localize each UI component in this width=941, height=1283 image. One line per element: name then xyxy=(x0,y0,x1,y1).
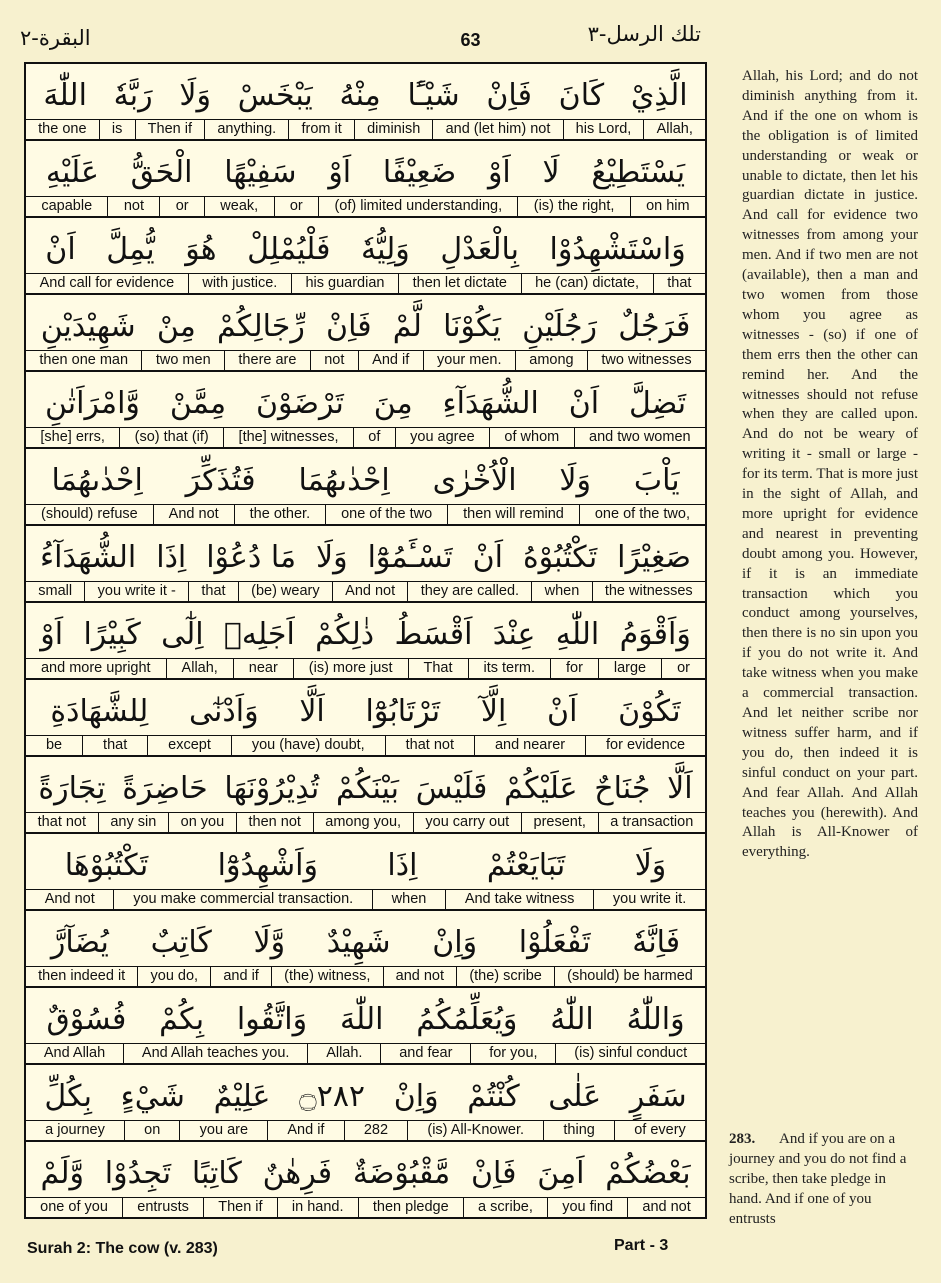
english-gloss-line xyxy=(26,350,705,370)
english-gloss: (should) refuse xyxy=(26,505,154,524)
english-gloss: you agree xyxy=(396,428,490,447)
english-gloss: then one man xyxy=(26,351,142,370)
english-gloss: present, xyxy=(522,813,599,832)
english-gloss: you write it - xyxy=(85,582,189,601)
arabic-word: يَبْخَسْ xyxy=(237,77,313,113)
english-gloss: And Allah teaches you. xyxy=(124,1044,308,1063)
arabic-word: يُضَآرَّ xyxy=(50,924,109,960)
arabic-line xyxy=(30,609,701,659)
english-gloss: (should) be harmed xyxy=(555,967,705,986)
verse-row xyxy=(26,64,705,141)
arabic-word: وَاَشْهِدُوْٓا xyxy=(217,847,318,883)
english-gloss-line xyxy=(26,273,705,293)
arabic-line xyxy=(30,70,701,120)
english-gloss-line xyxy=(26,196,705,216)
verse-row xyxy=(26,988,705,1065)
english-gloss: and not xyxy=(628,1198,705,1217)
verse-row xyxy=(26,218,705,295)
english-gloss: and not xyxy=(384,967,458,986)
arabic-word: فَاِنْ xyxy=(486,77,532,113)
english-gloss: there are xyxy=(225,351,311,370)
arabic-line xyxy=(30,378,701,428)
english-gloss: that not xyxy=(26,813,99,832)
english-gloss: then not xyxy=(237,813,314,832)
english-gloss: his guardian xyxy=(292,274,399,293)
arabic-word: تَكْتُبُوْهُ xyxy=(522,539,598,575)
arabic-word: بِكُلِّ xyxy=(44,1078,92,1114)
english-gloss: your men. xyxy=(424,351,516,370)
arabic-word: تَبَايَعْتُمْ xyxy=(486,847,566,883)
arabic-word: وَلَا xyxy=(316,539,348,575)
arabic-word: بَعْضُكُمْ xyxy=(605,1155,691,1191)
english-gloss: the other. xyxy=(235,505,326,524)
english-gloss: (the) scribe xyxy=(457,967,555,986)
english-gloss: then pledge xyxy=(359,1198,464,1217)
english-gloss: any sin xyxy=(99,813,169,832)
english-gloss: (is) the right, xyxy=(518,197,630,216)
arabic-word: شَهِيْدَيْنِ xyxy=(40,308,136,344)
arabic-word: مِنَ xyxy=(373,385,413,421)
english-gloss: (so) that (if) xyxy=(120,428,224,447)
english-gloss-line xyxy=(26,1120,705,1140)
arabic-word: لَا xyxy=(542,154,560,190)
arabic-word: فَرِهٰنٌ xyxy=(262,1155,333,1191)
english-gloss: then let dictate xyxy=(399,274,521,293)
arabic-line xyxy=(30,301,701,351)
arabic-word: كَاتِبًا xyxy=(191,1155,242,1191)
english-gloss: of whom xyxy=(490,428,575,447)
english-gloss: on xyxy=(125,1121,180,1140)
arabic-line xyxy=(30,147,701,197)
arabic-word: فَتُذَكِّرَ xyxy=(185,462,256,498)
arabic-word: وَلِيُّهٗ xyxy=(361,231,410,267)
english-gloss: be xyxy=(26,736,83,755)
arabic-word: اَلَّا xyxy=(667,770,693,806)
arabic-line xyxy=(30,532,701,582)
arabic-word: عِنْدَ xyxy=(492,616,536,652)
arabic-line xyxy=(30,224,701,274)
english-gloss: you write it. xyxy=(594,890,705,909)
arabic-word: وَاِنْ xyxy=(393,1078,439,1114)
arabic-word: عَلِيْمٌ xyxy=(213,1078,271,1114)
english-gloss: and two women xyxy=(575,428,705,447)
english-gloss: And not xyxy=(154,505,235,524)
arabic-line xyxy=(30,994,701,1044)
verse-row xyxy=(26,526,705,603)
english-gloss: of xyxy=(354,428,396,447)
english-gloss: anything. xyxy=(205,120,289,139)
english-gloss: a transaction xyxy=(599,813,705,832)
arabic-word: ذٰلِكُمْ xyxy=(315,616,375,652)
arabic-word: فَاِنْ xyxy=(326,308,372,344)
english-gloss-line xyxy=(26,889,705,909)
arabic-line xyxy=(30,763,701,813)
arabic-word: وَيُعَلِّمُكُمُ xyxy=(416,1001,518,1037)
english-gloss: And if xyxy=(359,351,424,370)
english-gloss: [she] errs, xyxy=(26,428,120,447)
english-gloss: you are xyxy=(180,1121,268,1140)
arabic-word: يَاْبَ xyxy=(633,462,680,498)
english-gloss: (of) limited understanding, xyxy=(319,197,518,216)
arabic-word: اَمِنَ xyxy=(537,1155,585,1191)
arabic-word: وَاِنْ xyxy=(432,924,478,960)
english-gloss: two men xyxy=(142,351,225,370)
english-gloss: except xyxy=(148,736,232,755)
arabic-word: فَاِنَّهٗ xyxy=(632,924,681,960)
verse-row xyxy=(26,1142,705,1217)
arabic-word: شَيْـًٔا xyxy=(407,77,460,113)
arabic-word: جُنَاحٌ xyxy=(594,770,651,806)
english-gloss-line xyxy=(26,1197,705,1217)
english-gloss: (is) sinful conduct xyxy=(556,1044,705,1063)
english-gloss: for xyxy=(551,659,599,678)
english-gloss: (is) more just xyxy=(294,659,409,678)
english-gloss: And take witness xyxy=(446,890,594,909)
arabic-word: الشُّهَدَآءِ xyxy=(442,385,539,421)
arabic-word: مَّقْبُوْضَةٌ xyxy=(352,1155,451,1191)
english-gloss: one of the two, xyxy=(580,505,705,524)
english-gloss: from it xyxy=(289,120,355,139)
english-gloss: and (let him) not xyxy=(433,120,563,139)
english-gloss: not xyxy=(311,351,359,370)
arabic-line xyxy=(30,686,701,736)
arabic-word: مِنْهُ xyxy=(339,77,381,113)
english-gloss: for you, xyxy=(471,1044,556,1063)
verse-row xyxy=(26,834,705,911)
english-gloss: And not xyxy=(333,582,409,601)
arabic-word: اِحْدٰىهُمَا xyxy=(298,462,390,498)
arabic-word: رِّجَالِكُمْ xyxy=(216,308,305,344)
footer-part: Part - 3 xyxy=(614,1237,669,1254)
arabic-word: اِلٰٓى xyxy=(161,616,204,652)
english-gloss: not xyxy=(108,197,160,216)
arabic-word: وَاتَّقُوا xyxy=(236,1001,308,1037)
english-gloss: you (have) doubt, xyxy=(232,736,386,755)
english-gloss: weak, xyxy=(205,197,275,216)
arabic-word: حَاضِرَةً xyxy=(122,770,208,806)
arabic-word: اَنْ xyxy=(568,385,600,421)
english-gloss: you make commercial transaction. xyxy=(114,890,372,909)
english-gloss-line xyxy=(26,812,705,832)
english-gloss: Allah. xyxy=(308,1044,381,1063)
english-gloss-line xyxy=(26,966,705,986)
arabic-line xyxy=(30,1071,701,1121)
arabic-word: وَاَقْوَمُ xyxy=(619,616,691,652)
english-gloss: And Allah xyxy=(26,1044,124,1063)
arabic-word: تِجَارَةً xyxy=(38,770,106,806)
word-by-word-table xyxy=(24,62,707,1219)
arabic-word: الْاُخْرٰى xyxy=(432,462,517,498)
english-gloss: that xyxy=(654,274,705,293)
arabic-word: لِلشَّهَادَةِ xyxy=(50,693,149,729)
arabic-word: مَا دُعُوْا xyxy=(206,539,297,575)
english-gloss: thing xyxy=(544,1121,615,1140)
arabic-line xyxy=(30,455,701,505)
english-gloss: in hand. xyxy=(278,1198,359,1217)
arabic-word: اَنْ xyxy=(472,539,503,575)
arabic-word: وَّامْرَاَتٰنِ xyxy=(44,385,140,421)
verse-row xyxy=(26,603,705,680)
arabic-word: شَيْءٍ xyxy=(120,1078,185,1114)
english-gloss: you carry out xyxy=(414,813,522,832)
english-gloss: entrusts xyxy=(123,1198,204,1217)
english-gloss: or xyxy=(662,659,705,678)
english-gloss-line xyxy=(26,119,705,139)
english-gloss: you do, xyxy=(138,967,211,986)
arabic-word: فَرَجُلٌ xyxy=(618,308,691,344)
english-gloss: one of you xyxy=(26,1198,123,1217)
arabic-word: وَاللّٰهُ xyxy=(626,1001,685,1037)
arabic-word: اللّٰهَ xyxy=(339,1001,384,1037)
arabic-word: بِالْعَدْلِ xyxy=(440,231,519,267)
arabic-word: شَهِيْدٌ xyxy=(326,924,391,960)
english-gloss: that not xyxy=(386,736,475,755)
english-gloss: capable xyxy=(26,197,108,216)
english-gloss-line xyxy=(26,504,705,524)
arabic-word: اللّٰهُ xyxy=(550,1001,594,1037)
english-gloss: large xyxy=(599,659,662,678)
verse-row xyxy=(26,141,705,218)
arabic-word: بَيْنَكُمْ xyxy=(336,770,399,806)
english-gloss: or xyxy=(160,197,205,216)
arabic-word: ضَعِيْفًا xyxy=(382,154,457,190)
english-gloss: Then if xyxy=(204,1198,278,1217)
arabic-word: اِحْدٰىهُمَا xyxy=(51,462,143,498)
verse-row xyxy=(26,911,705,988)
arabic-word: يُّمِلَّ xyxy=(106,231,155,267)
english-gloss: one of the two xyxy=(326,505,448,524)
arabic-word: كَانَ xyxy=(558,77,605,113)
verse-text: And if you are on a journey and you do not find a scribe, then take pledge in hand. And if one of you entrusts xyxy=(729,1131,907,1227)
english-gloss-line xyxy=(26,1043,705,1063)
arabic-word: اَوْ xyxy=(328,154,352,190)
english-gloss: of every xyxy=(615,1121,705,1140)
english-gloss: with justice. xyxy=(189,274,292,293)
arabic-word: رَبَّهٗ xyxy=(113,77,153,113)
arabic-word: فَلْيُمْلِلْ xyxy=(247,231,331,267)
arabic-word: وَلَا xyxy=(559,462,592,498)
english-gloss: on him xyxy=(631,197,705,216)
english-gloss: that xyxy=(189,582,239,601)
english-gloss: a scribe, xyxy=(464,1198,548,1217)
page-number: 63 xyxy=(460,30,481,50)
arabic-word: لَّمْ xyxy=(392,308,422,344)
arabic-word: تَفْعَلُوْا xyxy=(518,924,591,960)
arabic-word: وَلَا xyxy=(179,77,211,113)
arabic-word: الَّذِيْ xyxy=(630,77,688,113)
english-gloss: Allah, xyxy=(167,659,234,678)
verse-row xyxy=(26,295,705,372)
arabic-word: يَكُوْنَا xyxy=(443,308,501,344)
arabic-word: رَجُلَيْنِ xyxy=(522,308,598,344)
arabic-word: وَلَا xyxy=(634,847,667,883)
translation-paragraph: Allah, his Lord; and do not diminish anything from it. And if the one on whom is the obligation is of limited understanding or weak or unable to dictate, then let his guardian dictate in justice. And call for evidence two witnesses from among your men. And if two men are not (available), then a man and two women from those whom you agree as witnesses - (so) if one of them errs then the other can remind her. And the witnesses should not refuse when they are called upon. And do not be weary of writing it - small or large - for its term. That is more just in the sight of Allah, and more upright for evidence and nearest in preventing doubt among you. However, if it is an immediate transaction which you conduct among yourselves, then there is no sin upon you if you do not write it. And take witness when you make a commercial transaction. And let neither scribe nor witness suffer harm, and if you do, then indeed it is sinful conduct on your part. And fear Allah. And Allah teaches you (herewith). And Allah is All-Knower of everything. xyxy=(742,68,918,861)
english-gloss: then indeed it xyxy=(26,967,138,986)
arabic-line xyxy=(30,917,701,967)
arabic-word: تَكْتُبُوْهَا xyxy=(64,847,149,883)
english-gloss: they are called. xyxy=(408,582,532,601)
arabic-word: فَاِنْ xyxy=(470,1155,517,1191)
arabic-word: اَوْ xyxy=(40,616,64,652)
english-gloss: that xyxy=(83,736,148,755)
page-header xyxy=(0,0,941,60)
arabic-word: اللّٰهَ xyxy=(43,77,87,113)
arabic-word: كَبِيْرًا xyxy=(83,616,141,652)
english-gloss-line xyxy=(26,735,705,755)
arabic-word: تُدِيْرُوْنَهَا xyxy=(224,770,320,806)
english-gloss: his Lord, xyxy=(564,120,645,139)
arabic-word: تَرْتَابُوْٓا xyxy=(365,693,441,729)
verse-row xyxy=(26,449,705,526)
english-gloss: 282 xyxy=(345,1121,409,1140)
arabic-word: عَلَيْكُمْ xyxy=(504,770,578,806)
arabic-word: الْحَقُّ xyxy=(130,154,193,190)
juz-name-header: تلك الرسل-٣ xyxy=(587,22,701,46)
english-gloss: two witnesses xyxy=(588,351,705,370)
arabic-word: كُنْتُمْ xyxy=(467,1078,520,1114)
english-gloss: when xyxy=(373,890,446,909)
arabic-word: الشُّهَدَآءُ xyxy=(40,539,137,575)
english-gloss: (is) All-Knower. xyxy=(408,1121,544,1140)
english-gloss: when xyxy=(532,582,592,601)
arabic-line xyxy=(30,1148,701,1198)
english-gloss: or xyxy=(275,197,320,216)
arabic-word: اِلَّآ xyxy=(480,693,507,729)
arabic-word: سَفَرٍ xyxy=(629,1078,687,1114)
english-gloss: small xyxy=(26,582,85,601)
arabic-word: وَاسْتَشْهِدُوْا xyxy=(549,231,686,267)
english-gloss: is xyxy=(100,120,136,139)
arabic-word: اَجَلِهٖ xyxy=(223,616,295,652)
english-gloss: (be) weary xyxy=(239,582,333,601)
verse-row xyxy=(26,1065,705,1142)
arabic-word: فَلَيْسَ xyxy=(415,770,488,806)
arabic-word: بِكُمْ xyxy=(159,1001,205,1037)
english-gloss-line xyxy=(26,581,705,601)
arabic-word: وَّلَمْ xyxy=(40,1155,85,1191)
english-gloss: you find xyxy=(548,1198,628,1217)
arabic-word: ۝٢٨٢ xyxy=(299,1078,366,1114)
english-gloss: And call for evidence xyxy=(26,274,189,293)
verse-row xyxy=(26,372,705,449)
english-gloss: (the) witness, xyxy=(272,967,384,986)
arabic-word: يَسْتَطِيْعُ xyxy=(591,154,686,190)
arabic-word: اَنْ xyxy=(45,231,76,267)
arabic-word: اَنْ xyxy=(547,693,578,729)
english-gloss: diminish xyxy=(355,120,434,139)
arabic-word: كَاتِبٌ xyxy=(150,924,212,960)
footer-surah: Surah 2: The cow (v. 283) xyxy=(27,1240,218,1257)
arabic-word: سَفِيْهًا xyxy=(224,154,297,190)
arabic-word: عَلٰى xyxy=(548,1078,602,1114)
arabic-word: اِذَا xyxy=(387,847,418,883)
arabic-word: تَرْضَوْنَ xyxy=(255,385,344,421)
arabic-word: اَقْسَطُ xyxy=(394,616,473,652)
english-gloss: And if xyxy=(268,1121,344,1140)
arabic-word: مِمَّنْ xyxy=(169,385,227,421)
english-gloss: and fear xyxy=(381,1044,471,1063)
arabic-word: تَسْـَٔمُوْٓا xyxy=(367,539,453,575)
english-gloss: the one xyxy=(26,120,100,139)
english-gloss: a journey xyxy=(26,1121,125,1140)
arabic-word: هُوَ xyxy=(185,231,217,267)
arabic-word: وَاَدْنٰٓى xyxy=(189,693,259,729)
english-gloss: then will remind xyxy=(448,505,580,524)
english-gloss: and if xyxy=(211,967,272,986)
english-gloss-line xyxy=(26,658,705,678)
english-gloss: for evidence xyxy=(586,736,705,755)
english-gloss: near xyxy=(234,659,294,678)
arabic-word: مِنْ xyxy=(156,308,196,344)
english-gloss: Then if xyxy=(136,120,206,139)
arabic-word: اِذَا xyxy=(156,539,187,575)
arabic-word: صَغِيْرًا xyxy=(617,539,692,575)
english-gloss: on you xyxy=(169,813,237,832)
english-gloss: he (can) dictate, xyxy=(522,274,654,293)
verse-row xyxy=(26,680,705,757)
arabic-word: فُسُوْقٌ xyxy=(46,1001,127,1037)
english-gloss: and nearer xyxy=(475,736,586,755)
english-gloss: among you, xyxy=(314,813,414,832)
english-gloss: [the] witnesses, xyxy=(224,428,354,447)
english-gloss: its term. xyxy=(469,659,552,678)
arabic-word: وَّلَا xyxy=(253,924,286,960)
arabic-word: تَضِلَّ xyxy=(628,385,687,421)
english-gloss: among xyxy=(516,351,588,370)
arabic-word: عَلَيْهِ xyxy=(45,154,99,190)
arabic-word: اَلَّا xyxy=(299,693,325,729)
arabic-word: تَجِدُوْا xyxy=(104,1155,172,1191)
arabic-word: تَكُوْنَ xyxy=(618,693,681,729)
english-gloss: Allah, xyxy=(644,120,705,139)
arabic-word: اللّٰهِ xyxy=(555,616,600,652)
english-gloss: the witnesses xyxy=(593,582,705,601)
verse-row xyxy=(26,757,705,834)
verse-number: 283. xyxy=(729,1131,756,1147)
arabic-word: اَوْ xyxy=(487,154,511,190)
english-gloss: And not xyxy=(26,890,114,909)
verse-283-translation xyxy=(729,1129,920,1229)
english-gloss: and more upright xyxy=(26,659,167,678)
surah-name-header: البقرة-٢ xyxy=(20,26,91,50)
english-gloss: That xyxy=(409,659,469,678)
arabic-line xyxy=(30,840,701,890)
english-gloss-line xyxy=(26,427,705,447)
